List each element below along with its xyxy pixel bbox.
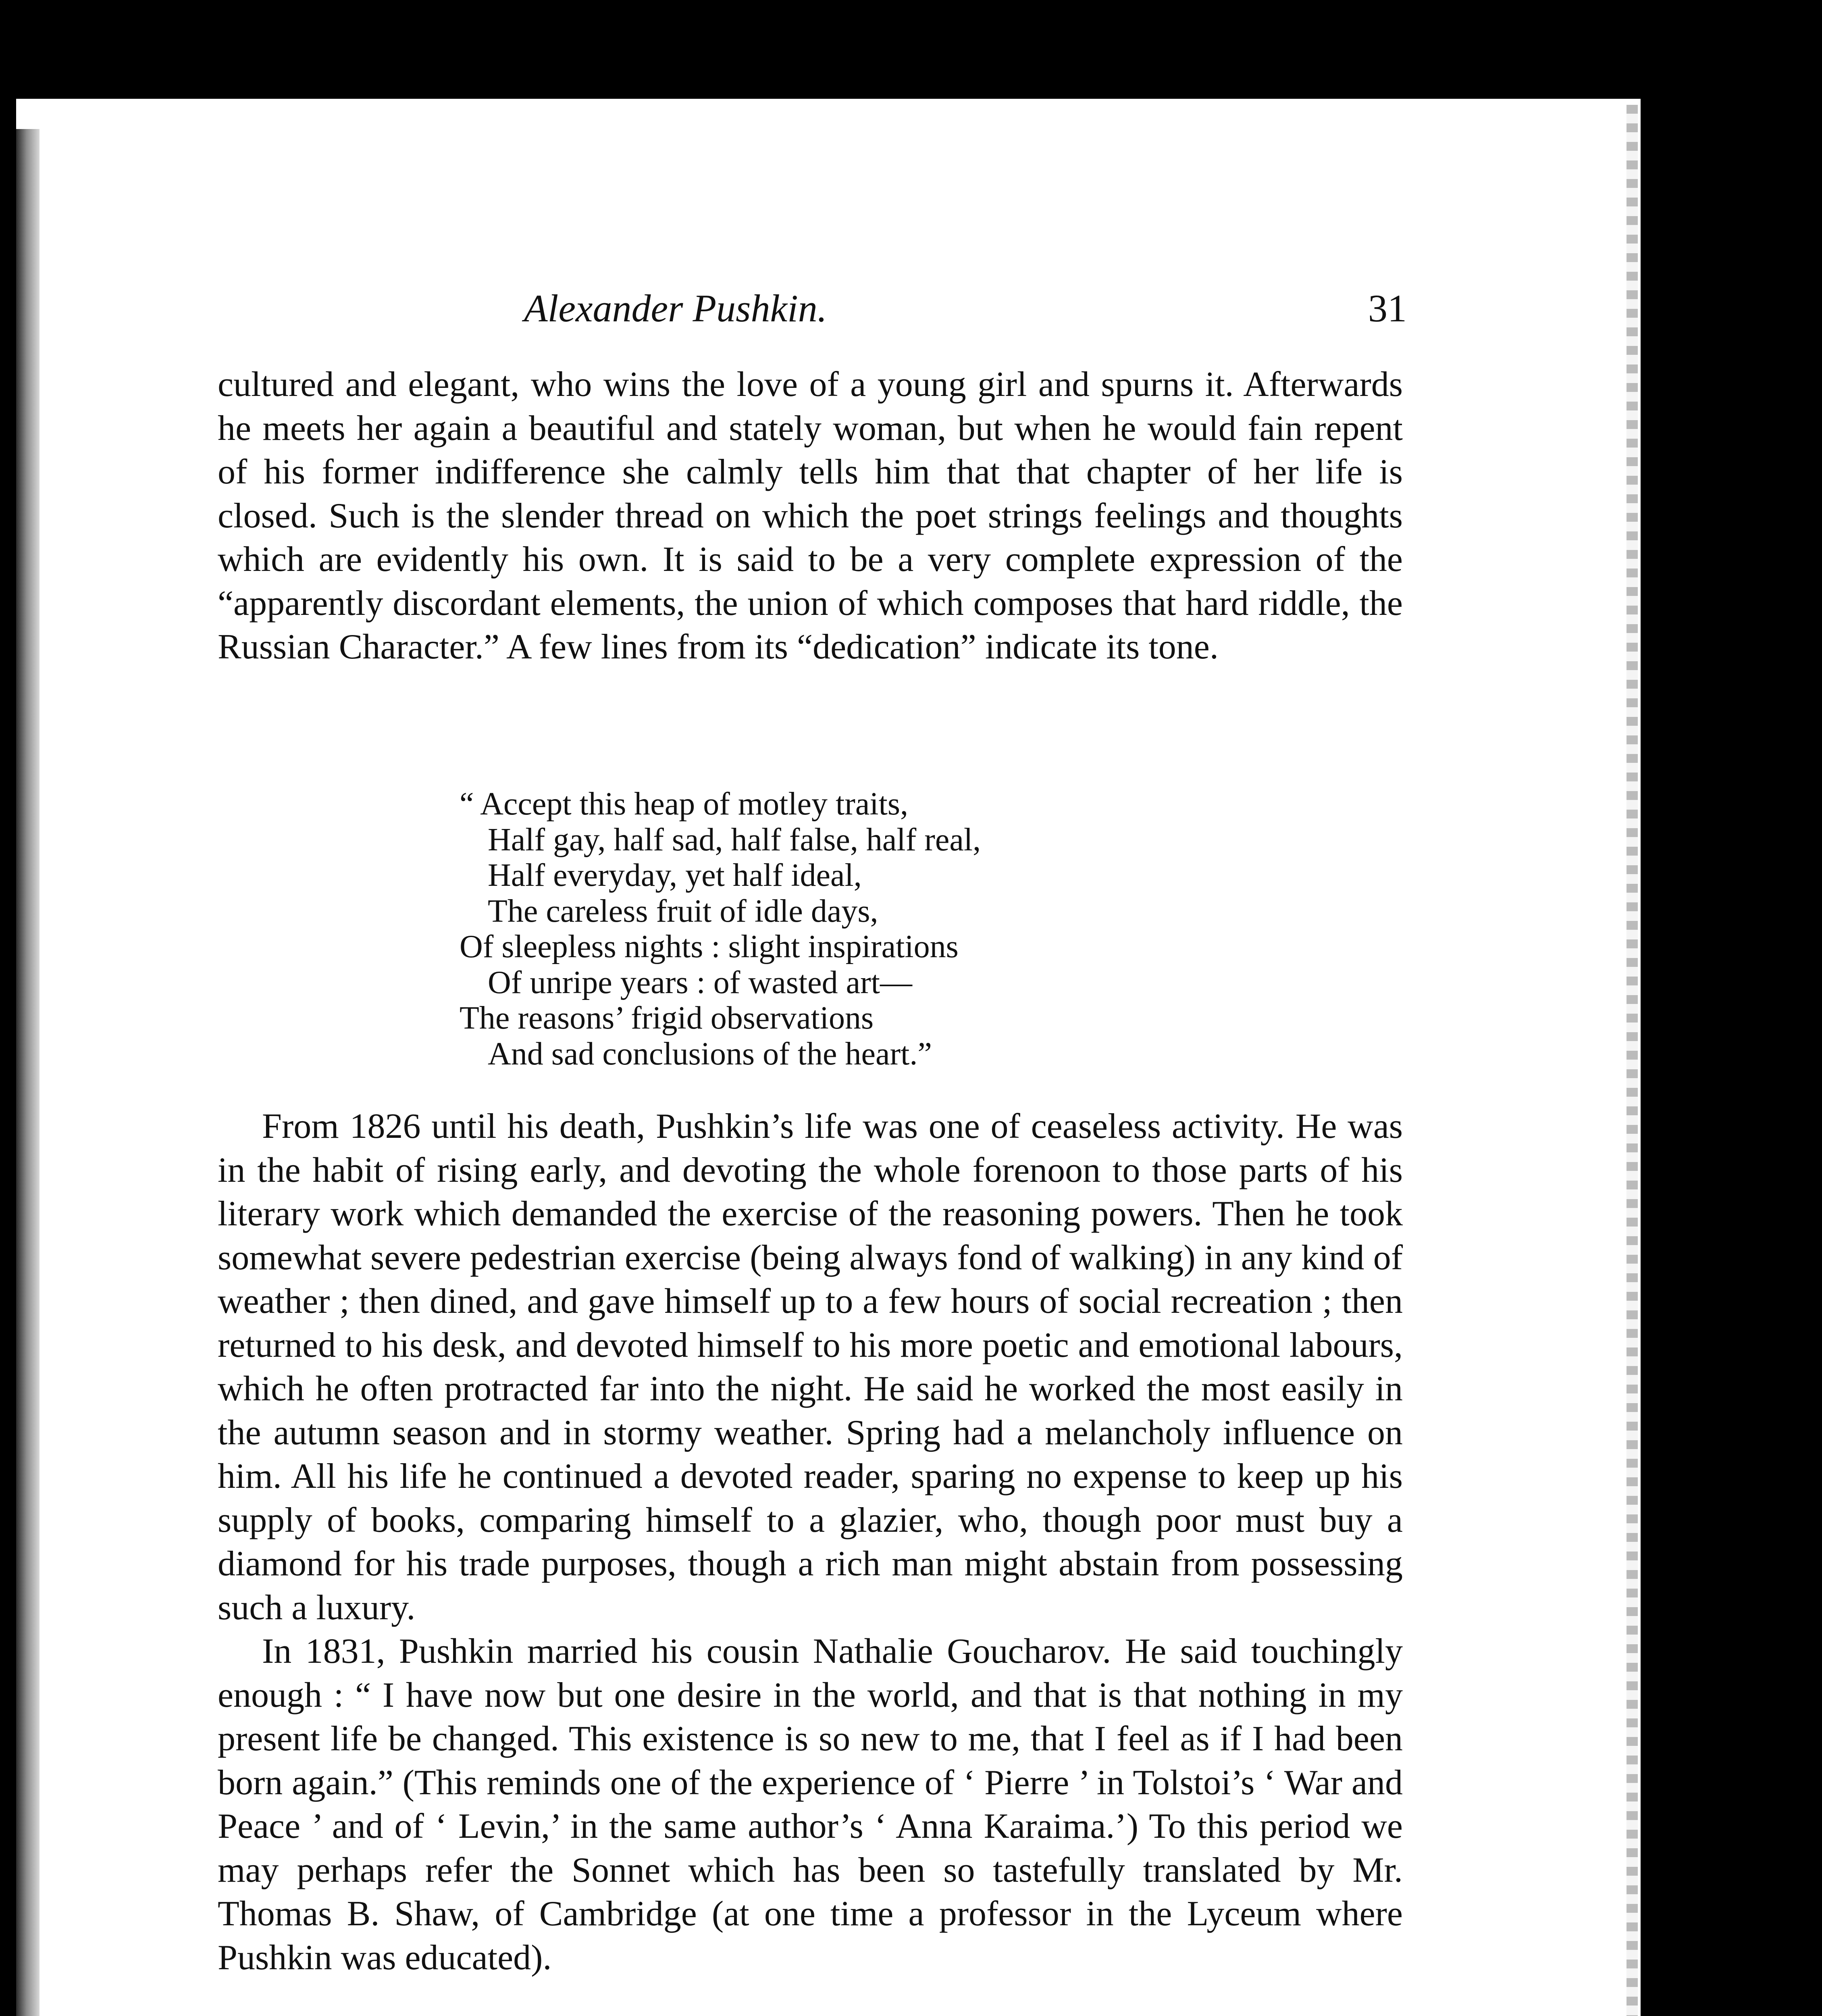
paragraph: cultured and elegant, who wins the love of a young girl and spurns it. Afterwards he meets her again a beautiful and stately woman, but when he would fain repent of his former indifference she calmly tells him that that chapter of her life is closed. Such is the slender thread on which the poet strings feelings and thoughts which are evidently his own. It is said to be a very complete expression of the “apparently discordant elements, the union of which composes that hard riddle, the Russian Character.” A few lines from its “dedication” indicate its tone. — [218, 365, 1403, 666]
paragraph: In 1831, Pushkin married his cousin Nathalie Goucharov. He said touchingly enough : “ I have now but one desire in the world, and that is that nothing in my present life be changed. This existence is so new to me, that I feel as if I had been born again.” (This reminds one of the experience of ‘ Pierre ’ in Tolstoi’s ‘ War and Peace ’ and of ‘ Levin,’ in the same author’s ‘ Anna Karaima.’) To this period we may perhaps refer the Sonnet which has been so tastefully translated by Mr. Thomas B. Shaw, of Cambridge (at one time a professor in the Lyceum where Pushkin was educated). — [218, 1632, 1403, 1977]
verse-line: And sad conclusions of the heart.” — [488, 1036, 932, 1072]
verse-line: Half gay, half sad, half false, half real, — [488, 822, 981, 858]
verse-line: The reasons’ frigid observations — [460, 1000, 874, 1036]
page-number: 31 — [1368, 287, 1407, 330]
verse-line: Of sleepless nights : slight inspirations — [460, 929, 959, 964]
verse-line: “ Accept this heap of motley traits, — [460, 786, 909, 822]
verse-line: Of unripe years : of wasted art— — [488, 964, 912, 1000]
paragraph: From 1826 until his death, Pushkin’s life was one of ceaseless activity. He was in the habit of rising early, and devoting the whole forenoon to those parts of his literary work which demanded the exercise of the reasoning powers. Then he took somewhat severe pedestrian exercise (being always fond of walking) in any kind of weather ; then dined, and gave himself up to a few hours of social recreation ; then returned to his desk, and devoted himself to his more poetic and emotional labours, which he often protracted far into the night. He said he worked the most easily in the autumn season and in stormy weather. Spring had a melancholy influence on him. All his life he continued a devoted reader, sparing no expense to keep up his supply of books, comparing himself to a glazier, who, though poor must buy a diamond for his trade purposes, though a rich man might abstain from possessing such a luxury. — [218, 1107, 1403, 1627]
running-title: Alexander Pushkin. — [524, 287, 827, 330]
verse-line: Half everyday, yet half ideal, — [488, 858, 862, 893]
dedication-verse — [460, 786, 981, 1072]
page-edge-stack — [1626, 105, 1638, 2016]
text-block-middle — [218, 1105, 1403, 1980]
book-gutter-shadow — [16, 129, 40, 2016]
verse-line: The careless fruit of idle days, — [488, 893, 878, 929]
text-block-top — [218, 363, 1403, 669]
